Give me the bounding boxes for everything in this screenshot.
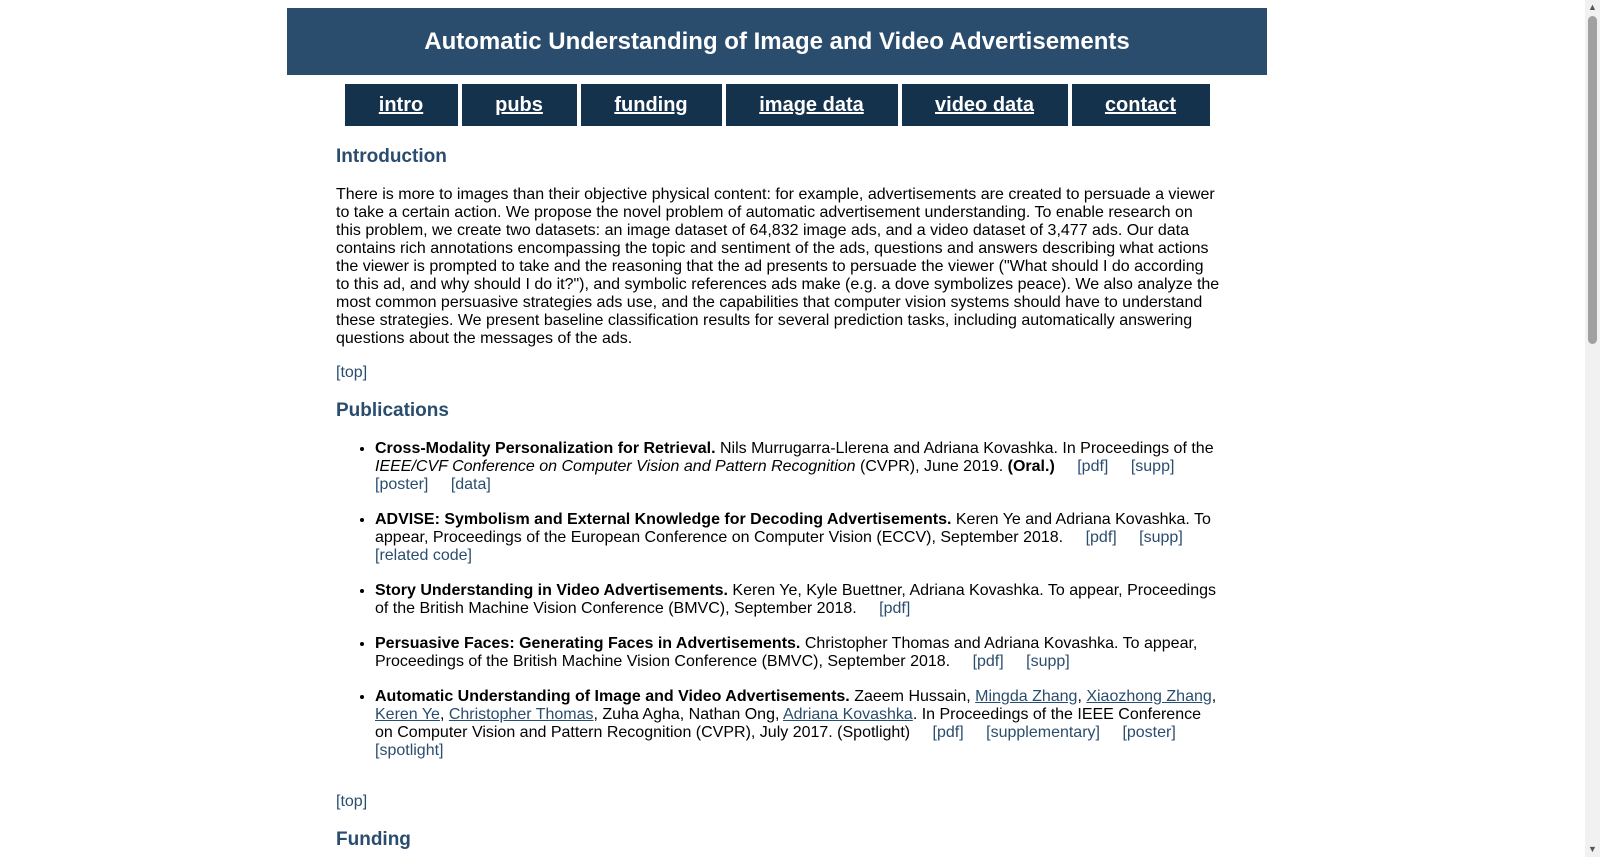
nav-intro[interactable]: intro [345, 84, 458, 126]
supp-link[interactable]: [supp] [1026, 653, 1070, 670]
nav-contact[interactable]: contact [1072, 84, 1210, 126]
publication-item: • Automatic Understanding of Image and Video Advertisements. Zaeem Hussain, Mingda Zhang, Xiaozhong Zhang, Keren Ye, Christopher Thomas, Zuha Agha, Nathan Ong, Adriana Kovashka. In Proceedings of the IEEE Conference on Computer Vision and Pattern Recognition (CVPR), July 2017. (Spotlight) [pdf] [supplementary] [poster] [spotlight] [375, 688, 1220, 760]
pub-title: Story Understanding in Video Advertisements. [375, 582, 728, 599]
supp-link[interactable]: [supp] [1130, 458, 1175, 475]
related-code-link[interactable]: [related code] [375, 547, 472, 564]
author-link[interactable]: Keren Ye [375, 706, 440, 723]
pub-venue: IEEE/CVF Conference on Computer Vision and Pattern Recognition [375, 458, 856, 475]
publication-item: • Cross-Modality Personalization for Retrieval. Nils Murrugarra-Llerena and Adriana Kovashka. In Proceedings of the IEEE/CVF Conference on Computer Vision and Pattern Recognition (CVPR), June 2019. (Oral.) [pdf] [supp] [poster] [data] [375, 440, 1220, 494]
pdf-link[interactable]: [pdf] [879, 600, 911, 617]
funding-heading: Funding [336, 829, 411, 850]
author-link[interactable]: Mingda Zhang [975, 688, 1078, 705]
scroll-down-icon[interactable]: ▼ [1588, 844, 1597, 854]
page-banner [287, 8, 1267, 75]
intro-heading: Introduction [336, 146, 447, 167]
publications-heading: Publications [336, 400, 449, 421]
nav-pubs[interactable]: pubs [462, 84, 577, 126]
pdf-link[interactable]: [pdf] [972, 653, 1004, 670]
main-content [336, 148, 1220, 849]
pub-title: ADVISE: Symbolism and External Knowledge for Decoding Advertisements. [375, 511, 952, 528]
author-link[interactable]: Adriana Kovashka [782, 706, 913, 723]
poster-link[interactable]: [poster] [375, 476, 429, 493]
data-link[interactable]: [data] [450, 476, 491, 493]
poster-link[interactable]: [poster] [1122, 724, 1176, 741]
author-link[interactable]: Christopher Thomas [448, 706, 594, 723]
pdf-link[interactable]: [pdf] [1077, 458, 1109, 475]
intro-paragraph: There is more to images than their objective physical content: for example, advertisements are created to persuade a viewer to take a certain action. We propose the novel problem of automatic advertisement understanding. To enable research on this problem, we create two datasets: an image dataset of 64,832 image ads, and a video dataset of 3,477 ads. Our data contains rich annotations encompassing the topic and sentiment of the ads, questions and answers describing what actions the viewer is prompted to take and the reasoning that the ad presents to persuade the viewer ("What should I do according to this ad, and why should I do it?"), and symbolic references ads make (e.g. a dove symbolizes peace). We also analyze the most common persuasive strategies ads use, and the capabilities that computer vision systems should have to understand these strategies. We present baseline classification results for several prediction tasks, including automatically answering questions about the messages of the ads. [336, 186, 1220, 347]
top-link[interactable]: [top] [336, 793, 368, 810]
supplementary-link[interactable]: [supplementary] [986, 724, 1100, 741]
scroll-up-icon[interactable]: ▲ [1588, 2, 1597, 12]
author-link[interactable]: Xiaozhong Zhang [1086, 688, 1212, 705]
pub-oral: (Oral.) [1007, 458, 1055, 475]
nav-video-data[interactable]: video data [902, 84, 1068, 126]
publications-list [336, 440, 1220, 760]
pub-title: Automatic Understanding of Image and Video Advertisements. [375, 688, 850, 705]
publication-item: • Story Understanding in Video Advertisements. Keren Ye, Kyle Buettner, Adriana Kovashka. To appear, Proceedings of the British Machine Vision Conference (BMVC), September 2018. [pdf] [375, 582, 1220, 618]
scrollbar[interactable] [1585, 0, 1600, 857]
publication-item: • Persuasive Faces: Generating Faces in Advertisements. Christopher Thomas and Adriana Kovashka. To appear, Proceedings of the British Machine Vision Conference (BMVC), September 2018. [pdf] [supp] [375, 635, 1220, 671]
pdf-link[interactable]: [pdf] [1085, 529, 1117, 546]
scrollbar-thumb[interactable] [1588, 16, 1597, 344]
nav-image-data[interactable]: image data [726, 84, 898, 126]
pdf-link[interactable]: [pdf] [932, 724, 964, 741]
nav-bar [287, 84, 1267, 126]
pub-title: Persuasive Faces: Generating Faces in Advertisements. [375, 635, 801, 652]
nav-funding[interactable]: funding [581, 84, 722, 126]
page-title: Automatic Understanding of Image and Video Advertisements [424, 27, 1130, 55]
spotlight-link[interactable]: [spotlight] [375, 742, 444, 759]
top-link[interactable]: [top] [336, 364, 368, 381]
pub-title: Cross-Modality Personalization for Retrieval. [375, 440, 716, 457]
page-container [287, 8, 1267, 849]
supp-link[interactable]: [supp] [1139, 529, 1183, 546]
publication-item: • ADVISE: Symbolism and External Knowledge for Decoding Advertisements. Keren Ye and Adriana Kovashka. To appear, Proceedings of the European Conference on Computer Vision (ECCV), September 2018. [pdf] [supp] [related code] [375, 511, 1220, 565]
